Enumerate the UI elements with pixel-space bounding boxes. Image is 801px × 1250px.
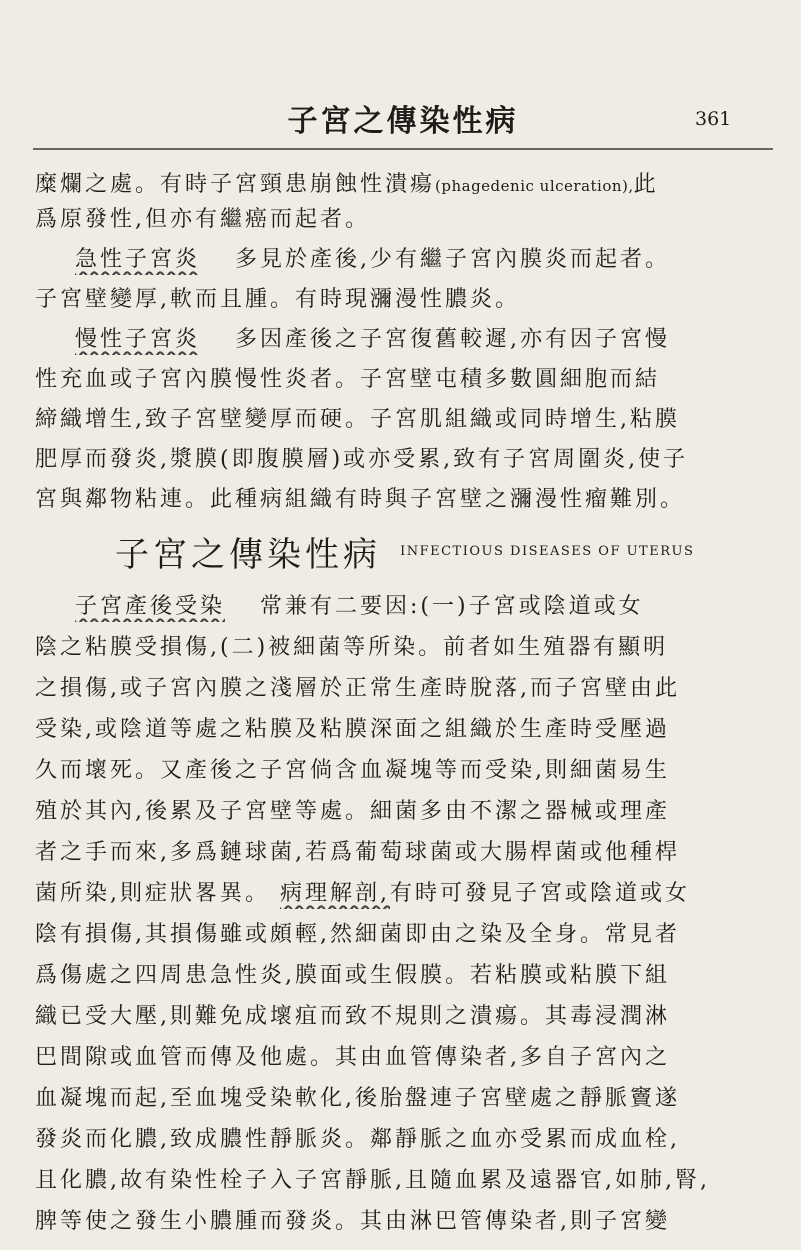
header-rule — [33, 148, 773, 150]
text-run: 菌所染,則症狀畧異。 — [35, 881, 270, 906]
running-title: 子宮之傳染性病 — [287, 104, 519, 139]
body-line: 織已受大壓,則難免成壞疽而致不規則之潰瘍。其毒浸潤淋 — [35, 1004, 670, 1029]
paragraph-puerperal-first-line — [75, 592, 775, 622]
text-run: 多因產後之子宮復舊較遲,亦有因子宮慢 — [235, 327, 671, 352]
body-line: 久而壞死。又產後之子宮倘含血凝塊等而受染,則細菌易生 — [35, 758, 670, 783]
body-line — [35, 879, 775, 909]
body-line: 受染,或陰道等處之粘膜及粘膜深面之組織於生產時受壓過 — [35, 717, 670, 742]
body-line: 血凝塊而起,至血塊受染軟化,後胎盤連子宮壁處之靜脈竇遂 — [35, 1086, 680, 1111]
body-line: 之損傷,或子宮內膜之淺層於正常生產時脫落,而子宮壁由此 — [35, 676, 680, 701]
text-run: 糜爛之處。有時子宮頸患崩蝕性潰瘍 — [35, 172, 436, 197]
section-title-zh: 子宮之傳染性病 — [115, 535, 381, 575]
term-chronic-metritis: 慢性子宮炎 — [75, 327, 201, 352]
paragraph-chronic-first-line — [75, 325, 775, 355]
term-acute-metritis: 急性子宮炎 — [75, 247, 201, 272]
text-run: 多見於產後,少有繼子宮內膜炎而起者。 — [235, 247, 671, 272]
latin-term: (phagedenic ulceration), — [435, 177, 634, 195]
text-run: 此 — [633, 172, 659, 197]
page-number: 361 — [695, 108, 732, 130]
term-pathological-anatomy: 病理解剖, — [280, 881, 390, 906]
body-line: 發炎而化膿,致成膿性靜脈炎。鄰靜脈之血亦受累而成血栓, — [35, 1127, 680, 1152]
term-puerperal-infection: 子宮產後受染 — [75, 594, 226, 619]
body-line: 且化膿,故有染性栓子入子宮靜脈,且隨血累及遠器官,如肺,腎, — [35, 1168, 710, 1193]
body-line: 者之手而來,多爲鏈球菌,若爲葡萄球菌或大腸桿菌或他種桿 — [35, 840, 680, 865]
text-run: 有時可發見子宮或陰道或女 — [390, 881, 691, 906]
body-line: 宮與鄰物粘連。此種病組織有時與子宮壁之瀰漫性瘤難別。 — [35, 487, 686, 512]
body-line: 締織增生,致子宮壁變厚而硬。子宮肌組織或同時增生,粘膜 — [35, 407, 680, 432]
body-line: 陰有損傷,其損傷雖或頗輕,然細菌即由之染及全身。常見者 — [35, 922, 680, 947]
body-line: 陰之粘膜受損傷,(二)被細菌等所染。前者如生殖器有顯明 — [35, 635, 669, 660]
body-line: 性充血或子宮內膜慢性炎者。子宮壁屯積多數圓細胞而結 — [35, 367, 661, 392]
paragraph-acute-first-line — [75, 245, 775, 275]
body-line — [35, 170, 775, 201]
body-line: 肥厚而發炎,漿膜(即腹膜層)或亦受累,致有子宮周圍炎,使子 — [35, 447, 689, 472]
body-line: 爲原發性,但亦有繼癌而起者。 — [35, 207, 370, 232]
text-run: 常兼有二要因:(一)子宮或陰道或女 — [260, 594, 644, 619]
body-line: 巴間隙或血管而傳及他處。其由血管傳染者,多自子宮內之 — [35, 1045, 670, 1070]
section-title-en: INFECTIOUS DISEASES OF UTERUS — [400, 544, 695, 559]
body-line: 殖於其內,後累及子宮壁等處。細菌多由不潔之器械或理產 — [35, 799, 670, 824]
body-line: 脾等使之發生小膿腫而發炎。其由淋巴管傳染者,則子宮變 — [35, 1209, 670, 1234]
body-line: 爲傷處之四周患急性炎,膜面或生假膜。若粘膜或粘膜下組 — [35, 963, 670, 988]
section-heading — [115, 527, 775, 575]
running-header — [0, 88, 801, 148]
body-line: 子宮壁變厚,軟而且腫。有時現瀰漫性膿炎。 — [35, 287, 520, 312]
